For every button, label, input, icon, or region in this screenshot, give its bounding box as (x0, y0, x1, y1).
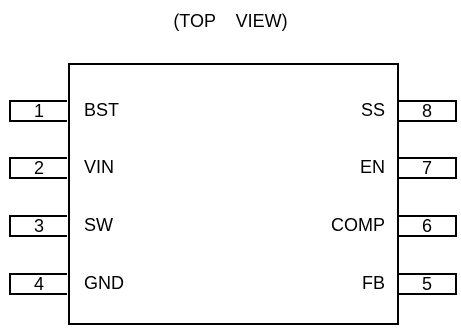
pin-number-box: 1 (9, 100, 67, 122)
pin-number-box: 8 (399, 100, 457, 122)
pin-number-box: 4 (9, 273, 67, 295)
pin-name-label: FB (361, 273, 385, 293)
pin-name-label: SW (84, 215, 113, 235)
diagram-title: (TOP VIEW) (173, 11, 288, 31)
pin-name-label: BST (84, 100, 120, 120)
pin-number-box: 7 (399, 157, 457, 179)
pin-name-label: VIN (84, 157, 115, 177)
pin-name-label: COMP (331, 215, 385, 235)
pin-name-label: SS (360, 100, 385, 120)
pin-name-label: EN (359, 157, 385, 177)
pin-number-box: 6 (399, 215, 457, 237)
pin-number-box: 3 (9, 215, 67, 237)
pin-number-box: 2 (9, 157, 67, 179)
pin-name-label: GND (84, 273, 124, 293)
pin-number-box: 5 (399, 273, 457, 295)
